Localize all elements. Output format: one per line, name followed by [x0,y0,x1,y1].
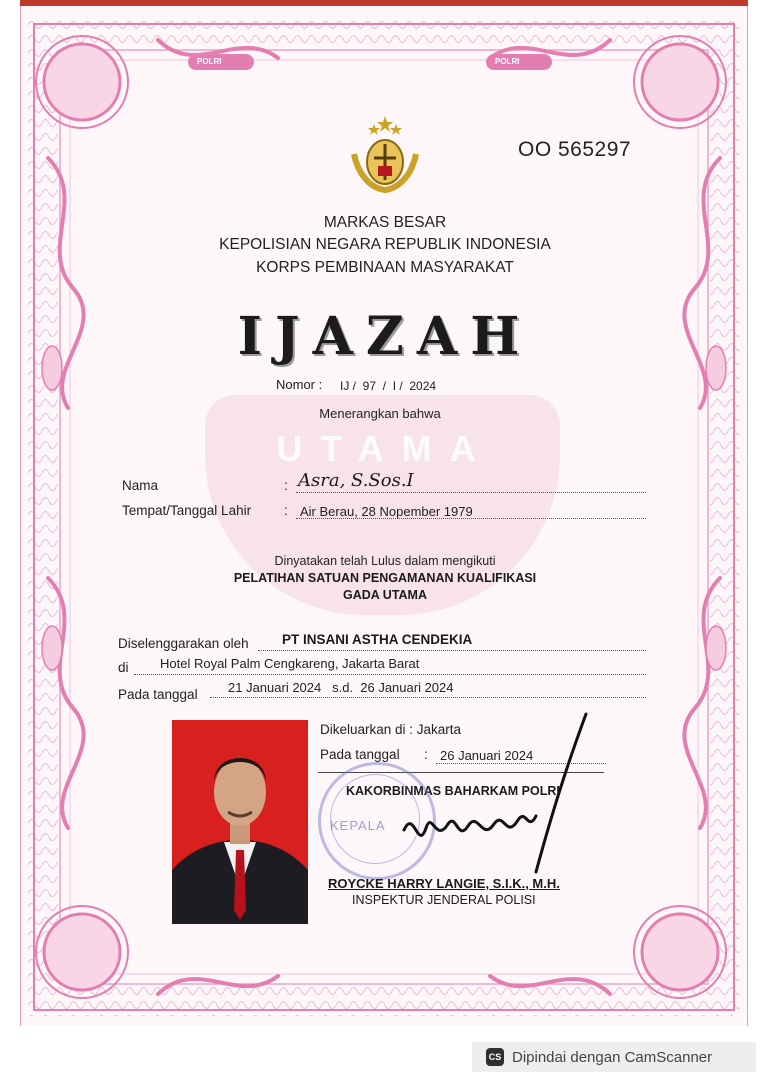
person-portrait-icon [172,720,308,924]
di-label: di [118,660,129,675]
program-title: PELATIHAN SATUAN PENGAMANAN KUALIFIKASI [233,571,537,585]
serial-number: OO 565297 [518,138,632,161]
colon: : [424,747,428,762]
colon: : [284,478,288,493]
di-value: Hotel Royal Palm Cengkareng, Jakarta Barat [160,656,420,671]
nama-value: Asra, S.Sos.I [298,470,414,491]
date-label: Pada tanggal [118,687,198,702]
nomor-value: IJ / 97 / I / 2024 [340,379,437,393]
ttl-value: Air Berau, 28 Nopember 1979 [300,504,473,519]
authority-title: KAKORBINMAS BAHARKAM POLRI [346,784,560,798]
issued-date-label: Pada tanggal [320,747,400,762]
camscanner-badge [472,1042,756,1072]
camscanner-label: Dipindai dengan CamScanner [512,1048,713,1066]
header-line-1: MARKAS BESAR [323,214,447,231]
stamp-text: KEPALA [330,818,386,833]
intro-text: Menerangkan bahwa [319,406,441,421]
police-emblem-icon [344,114,426,194]
camscanner-logo-icon: CS [486,1048,504,1066]
page-title: IJAZAH [237,306,533,367]
signatory-name: ROYCKE HARRY LANGIE, S.I.K., M.H. [328,876,560,891]
program-subtitle: GADA UTAMA [342,588,427,602]
issued-date-value: 26 Januari 2024 [440,748,534,763]
colon: : [284,503,288,518]
organized-value: PT INSANI ASTHA CENDEKIA [282,632,473,647]
ttl-label: Tempat/Tanggal Lahir [122,503,252,518]
nama-label: Nama [122,478,159,493]
organized-label: Diselenggarakan oleh [118,636,249,651]
signature-icon [396,712,596,882]
header-line-2: KEPOLISIAN NEGARA REPUBLIK INDONESIA [219,236,551,253]
frame-polri-tag: POLRI [197,57,222,66]
holder-photo [172,720,308,924]
declared-text: Dinyatakan telah Lulus dalam mengikuti [274,554,496,568]
signatory-rank: INSPEKTUR JENDERAL POLISI [352,893,536,907]
issued-place: Dikeluarkan di : Jakarta [320,722,462,737]
date-value: 21 Januari 2024 s.d. 26 Januari 2024 [228,680,454,695]
frame-polri-tag: POLRI [495,57,520,66]
nomor-label: Nomor : [276,377,323,392]
watermark-text: UTAMA [276,428,494,469]
header-line-3: KORPS PEMBINAAN MASYARAKAT [256,259,514,276]
